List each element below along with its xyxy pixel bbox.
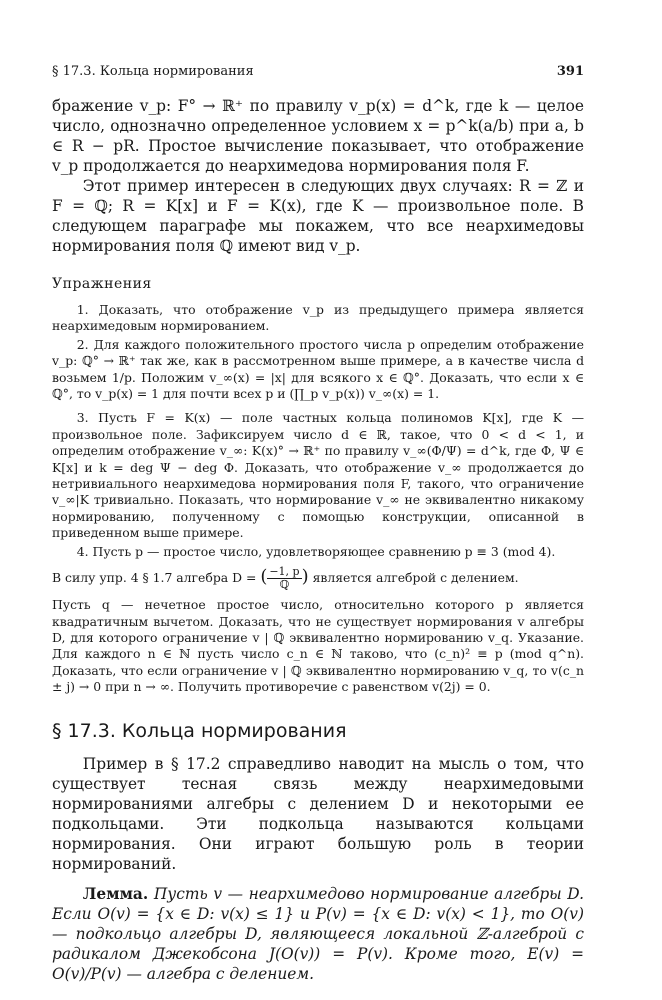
fraction-numerator: −1, p — [269, 565, 300, 579]
fraction-denominator: ℚ — [279, 578, 290, 592]
exercise-3: 3. Пусть F = K(x) — поле частных кольца полиномов K[x], где K — произвольное поле. Зафиксируем число d ∈ ℝ, такое, что 0 < d < 1, и определим отображение v_∞: K(x)° → ℝ⁺ по правилу v_∞(Φ/Ψ) = d^k, где Φ, Ψ ∈ K[x] и k = deg Ψ − deg Φ. Доказать, что отображение v_∞ продолжается до нетривиального неархимедова нормирования поля F, такого, что ограничение v_∞|K тривиально. Показать, что нормирование v_∞ не эквивалентно никакому нормированию, полученному с помощью конструкции, описанной в приведенном выше примере. — [52, 410, 584, 541]
lemma — [52, 884, 584, 984]
lemma-text: Пусть v — неархимедово нормирование алгебры D. Если O(v) = {x ∈ D: v(x) ≤ 1} и P(v) = {x ∈ D: v(x) < 1}, то O(v) — подкольцо алгебры D, являющееся локальной ℤ-алгеброй с радикалом Джекобсона J(O(v)) = P(v). Кроме того, E(v) = O(v)/P(v) — алгебра с делением. — [52, 884, 584, 983]
exercise-4-before-fraction: В силу упр. 4 § 1.7 алгебра D = — [52, 570, 257, 586]
running-title: § 17.3. Кольца нормирования — [52, 64, 254, 79]
section-paragraph-1: Пример в § 17.2 справедливо наводит на мысль о том, что существует тесная связь между неархимедовыми нормированиями алгебры с делением D и некоторыми ее подкольцами. Эти подкольца называются кольцами нормирования. Они играют большую роль в теории нормирований. — [52, 754, 584, 873]
hilbert-symbol-fraction — [267, 566, 301, 591]
exercise-2: 2. Для каждого положительного простого числа p определим отображение v_p: ℚ° → ℝ⁺ так же, как в рассмотренном выше примере, а в качестве числа d возьмем 1/p. Положим v_∞(x) = |x| для всякого x ∈ ℚ°. Доказать, что если x ∈ ℚ°, то v_p(x) = 1 для почти всех p и (∏_p v_p(x)) v_∞(x) = 1. — [52, 336, 584, 402]
page-number: 391 — [556, 64, 584, 79]
exercise-1: 1. Доказать, что отображение v_p из предыдущего примера является неархимедовым нормированием. — [52, 302, 584, 334]
section-title: § 17.3. Кольца нормирования — [52, 719, 347, 742]
exercise-4-after-fraction: является алгеброй с делением. — [312, 570, 519, 586]
exercise-4-line-3: Пусть q — нечетное простое число, относительно которого p является квадратичным вычетом. Доказать, что не существует нормирования v алгебры D, для которого ограничение v | ℚ эквивалентно нормированию v_q. Указание. Для каждого n ∈ ℕ пусть число c_n ∈ ℕ таково, что (c_n)² ≡ p (mod q^n). Доказать, что если ограничение v | ℚ эквивалентно нормированию v_q, то v(c_n ± j) → 0 при n → ∞. Получить противоречие с равенством v(2j) = 0. — [52, 597, 584, 695]
intro-paragraph-1: бражение v_p: F° → ℝ⁺ по правилу v_p(x) = d^k, где k — целое число, однозначно определенное условием x = p^k(a/b) при a, b ∈ R − pR. Простое вычисление показывает, что отображение v_p продолжается до неархимедова нормирования поля F. — [52, 97, 584, 175]
lemma-label: Лемма. — [82, 884, 149, 903]
exercise-4-line-1: 4. Пусть p — простое число, удовлетворяющее сравнению p ≡ 3 (mod 4). — [76, 543, 556, 559]
exercises-heading: Упражнения — [52, 276, 152, 292]
running-head — [52, 60, 584, 84]
exercise-4-line-2: В силу упр. 4 § 1.7 алгебра D = ( $\frac{-1, p}{\text{ℚ}}$ ) является алгеброй с делением. — [52, 565, 519, 592]
book-page — [52, 60, 584, 983]
intro-paragraph-2: Этот пример интересен в следующих двух случаях: R = ℤ и F = ℚ; R = K[x] и F = K(x), где K — произвольное поле. В следующем параграфе мы покажем, что все неархимедовы нормирования поля ℚ имеют вид v_p. — [52, 177, 584, 255]
